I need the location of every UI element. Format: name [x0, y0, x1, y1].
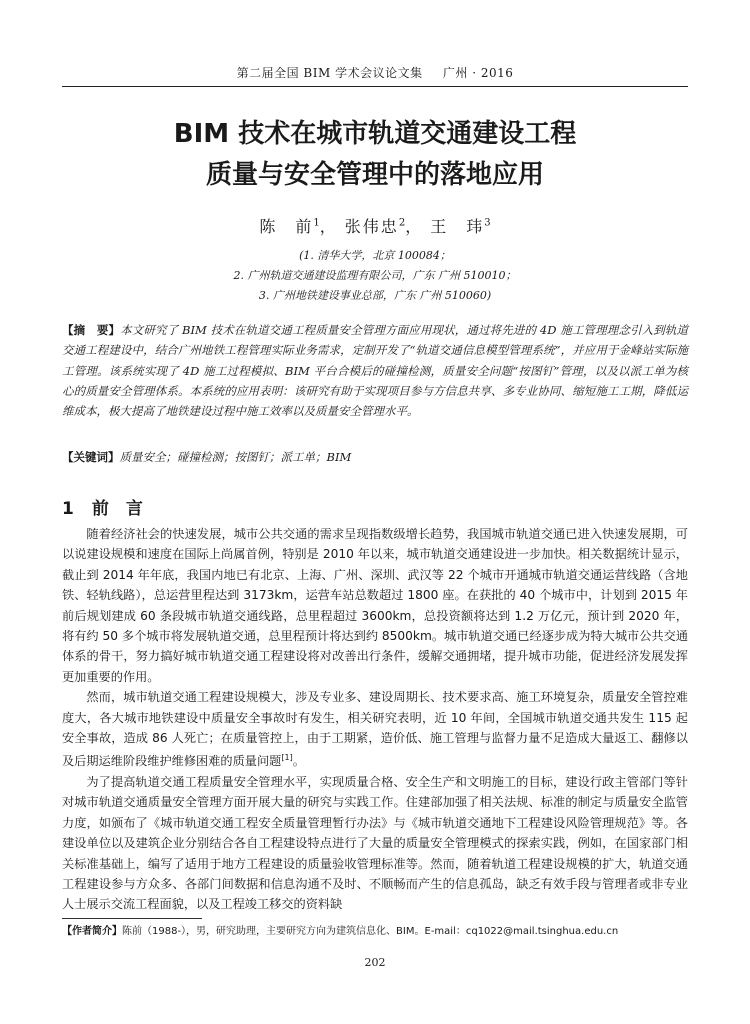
abstract [62, 320, 688, 421]
affiliation-line: (1. 清华大学，北京 100084； [299, 249, 451, 262]
paragraph-end: 。 [292, 754, 305, 769]
header-rule [62, 86, 688, 87]
keywords [62, 449, 688, 465]
paragraph: 为了提高轨道交通工程质量安全管理水平，实现质量合格、安全生产和文明施工的目标，建设行政主管部门等针对城市轨道交通质量安全管理方面开展大量的研究与实践工作。住建部加强了相关法规、标准的制定与质量安全监管力度，如颁布了《城市轨道交通工程安全质量管理暂行办法》与《城市轨道交通地下工程建设风险管理规范》等。各建设单位以及建筑企业分别结合各自工程建设特点进行了大量的质量安全管理模式的探索实践，例如，在国家部门相关标准基础上，编写了适用于地方工程建设的质量验收管理标准等。然而，随着轨道工程建设规模的扩大，轨道交通工程建设参与方众多、各部门间数据和信息沟通不及时、不顺畅而产生的信息孤岛，缺乏有效手段与管理者或非专业人士展示交流工程面貌，以及工程竣工移交的资料缺 [62, 774, 688, 912]
keywords-label: 【关键词】 [62, 450, 120, 464]
title-line-1: BIM 技术在城市轨道交通建设工程 [173, 119, 577, 149]
author-affil-mark: 1 [313, 217, 320, 229]
citation-mark: [1] [281, 753, 293, 763]
abstract-label: 【摘 要】 [62, 323, 121, 337]
proceedings-title: 第二届全国 BIM 学术会议论文集 [236, 66, 423, 80]
paper-title [60, 114, 690, 196]
section-number: 1 [62, 499, 74, 519]
abstract-text: 本文研究了 BIM 技术在轨道交通工程质量安全管理方面应用现状，通过将先进的 4D 施工管理理念引入到轨道交通工程建设中，结合广州地铁工程管理实际业务需求，定制开发了“轨道交通信息模型管理系统”，并应用于金峰站实际施工管理。该系统实现了 4D 施工过程模拟、BIM 平台合模后的碰撞检测，质量安全问题“按图钉”管理，以及以派工单为核心的质量安全管理体系。本系统的应用表明：该研究有助于实现项目参与方信息共享、多专业协同、缩短施工工期，降低运维成本，极大提高了地铁建设过程中施工效率以及质量安全管理水平。 [62, 323, 688, 419]
author-name: 张伟忠 [344, 217, 399, 236]
running-header [62, 64, 688, 81]
author-name: 陈 前 [259, 217, 314, 236]
paragraph-text: 然而，城市轨道交通工程建设规模大，涉及专业多、建设周期长、技术要求高、施工环境复杂，质量安全管控难度大，各大城市地铁建设中质量安全事故时有发生，相关研究表明，近 10 年间，全国城市轨道交通共发生 115 起安全事故，造成 86 人死亡；在质量管控上，由于工期紧，造价低、施工管理与监督力量不足造成大量返工、翻修以及后期运维阶段维护维修困难的质量问题 [62, 690, 688, 769]
affiliations [150, 246, 600, 306]
keywords-text: 质量安全；碰撞检测；按图钉；派工单；BIM [119, 450, 352, 464]
section-heading [62, 494, 143, 519]
author-affil-mark: 2 [398, 217, 406, 229]
footnote-text: 陈前（1988-），男，研究助理，主要研究方向为建筑信息化、BIM。E-mail：cq1022@mail.tsinghua.edu.cn [122, 926, 619, 937]
title-line-2: 质量与安全管理中的落地应用 [205, 160, 544, 190]
affiliation-line: 3. 广州地铁建设事业总部，广东 广州 510060) [258, 289, 492, 302]
body-text [62, 524, 688, 915]
author-footnote [62, 922, 688, 937]
footnote-rule [62, 918, 202, 919]
paragraph: 随着经济社会的快速发展，城市公共交通的需求呈现指数级增长趋势，我国城市轨道交通已进入快速发展期，可以说建设规模和速度在国际上尚属首例，特别是 2010 年以来，城市轨道交通建设进一步加快。相关数据统计显示，截止到 2014 年年底，我国内地已有北京、上海、广州、深圳、武汉等 22 个城市开通城市轨道交通运营线路（含地铁、轻轨线路），总运营里程达到 3173km，运营车站总数超过 1800 座。在获批的 40 个城市中，计划到 2015 年前后规划建成 60 条段城市轨道交通线路，总里程超过 3600km，总投资额将达到 1.2 万亿元，预计到 2020 年，将有约 50 多个城市将发展轨道交通，总里程预计将达到约 8500km。城市轨道交通已经逐步成为特大城市公共交通体系的骨干，努力搞好城市轨道交通工程建设将对改善出行条件，缓解交通拥堵，提升城市功能，促进经济发展发挥更加重要的作用。 [62, 527, 688, 684]
footnote-label: 【作者简介】 [62, 926, 122, 937]
section-title: 前 言 [91, 499, 143, 519]
affiliation-line: 2. 广州轨道交通建设监理有限公司，广东 广州 510010； [233, 269, 517, 282]
paragraph [62, 687, 688, 772]
author-affil-mark: 3 [484, 217, 491, 229]
author-list: 陈 前$^1$， 张伟忠$^2$， 王 玮$^3$ [259, 217, 491, 236]
location-year: 广州 · 2016 [442, 66, 514, 80]
page-number: 202 [364, 956, 386, 969]
author-name: 王 玮 [430, 217, 485, 236]
